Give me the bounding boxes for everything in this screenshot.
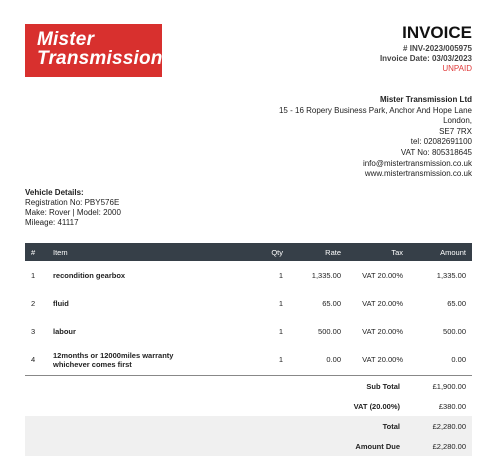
- table-header-row: [25, 243, 472, 261]
- row-item-name: 12months or 12000miles warranty: [53, 350, 174, 360]
- row-item: [47, 289, 227, 317]
- total-value: £2,280.00: [432, 421, 466, 431]
- row-num: 4: [25, 345, 47, 375]
- invoice-status-badge: UNPAID: [442, 64, 472, 73]
- vat-value: £380.00: [438, 401, 466, 411]
- row-tax: VAT 20.00%: [362, 326, 403, 336]
- row-tax: VAT 20.00%: [362, 298, 403, 308]
- logo-line-2: Transmission: [37, 48, 163, 69]
- col-header-amount: Amount: [409, 243, 472, 261]
- col-header-num: #: [25, 243, 47, 261]
- row-tax: VAT 20.00%: [347, 345, 409, 375]
- vat-label: VAT (20.00%): [353, 401, 400, 411]
- row-rate: 1,335.00: [311, 270, 341, 280]
- company-logo: [25, 24, 162, 77]
- row-amount: 0.00: [409, 345, 472, 375]
- invoice-date: Invoice Date: 03/03/2023: [379, 54, 472, 63]
- subtotal-value: £1,900.00: [432, 381, 466, 391]
- invoice-header: [380, 24, 472, 74]
- subtotal-label: Sub Total: [366, 381, 400, 391]
- company-city: London,: [443, 116, 472, 126]
- total-row: [25, 416, 472, 436]
- vehicle-registration: Registration No: PBY576E: [25, 198, 120, 207]
- vehicle-heading: Vehicle Details:: [25, 188, 84, 197]
- row-qty: 1: [278, 326, 283, 336]
- company-vat: VAT No: 805318645: [400, 147, 472, 157]
- company-email[interactable]: info@mistertransmission.co.uk: [362, 158, 472, 168]
- row-qty: 1: [278, 298, 283, 308]
- row-item-name: fluid: [53, 298, 69, 308]
- col-header-item: Item: [47, 243, 227, 261]
- company-tel: tel: 02082691100: [410, 137, 472, 147]
- amount-due-label: Amount Due: [355, 441, 400, 451]
- row-item: [47, 345, 227, 375]
- vehicle-mileage: Mileage: 41117: [25, 218, 79, 227]
- row-rate: 500.00: [318, 326, 341, 336]
- row-item-name: recondition gearbox: [53, 270, 126, 280]
- logo-line-1: Mister: [37, 29, 95, 50]
- row-amount: 500.00: [443, 326, 466, 336]
- company-website[interactable]: www.mistertransmission.co.uk: [364, 169, 472, 179]
- totals-section: [25, 376, 472, 456]
- row-num: 2: [31, 298, 36, 308]
- row-num: 1: [31, 270, 36, 280]
- row-qty: 1: [227, 345, 289, 375]
- company-details: [279, 95, 472, 180]
- invoice-number: # INV-2023/005975: [403, 44, 472, 53]
- row-item: [47, 261, 227, 289]
- company-postcode: SE7 7RX: [439, 126, 472, 136]
- col-header-rate: Rate: [289, 243, 347, 261]
- row-item-name: labour: [53, 326, 76, 336]
- row-rate: 65.00: [322, 298, 341, 308]
- vat-row: [25, 396, 472, 416]
- row-amount: 1,335.00: [436, 270, 466, 280]
- table-row: [25, 261, 472, 289]
- total-label: Total: [382, 421, 400, 431]
- row-item-name-cont: whichever comes first: [53, 359, 132, 369]
- company-address: 15 - 16 Ropery Business Park, Anchor And Hope Lane: [278, 105, 472, 115]
- col-header-qty: Qty: [227, 243, 289, 261]
- amount-due-value: £2,280.00: [432, 441, 466, 451]
- col-header-tax: Tax: [347, 243, 409, 261]
- items-table: [25, 243, 472, 376]
- vehicle-make-model: Make: Rover | Model: 2000: [25, 208, 121, 217]
- row-rate: 0.00: [289, 345, 347, 375]
- amount-due-row: [25, 436, 472, 456]
- table-row: [25, 289, 472, 317]
- table-row: [25, 317, 472, 345]
- invoice-title: INVOICE: [402, 23, 472, 42]
- table-row: [25, 345, 472, 375]
- row-item: [47, 317, 227, 345]
- subtotal-row: [25, 376, 472, 396]
- row-qty: 1: [278, 270, 283, 280]
- row-num: 3: [31, 326, 36, 336]
- vehicle-details: [25, 188, 121, 228]
- row-tax: VAT 20.00%: [362, 270, 403, 280]
- row-amount: 65.00: [447, 298, 466, 308]
- company-name: Mister Transmission Ltd: [379, 95, 472, 104]
